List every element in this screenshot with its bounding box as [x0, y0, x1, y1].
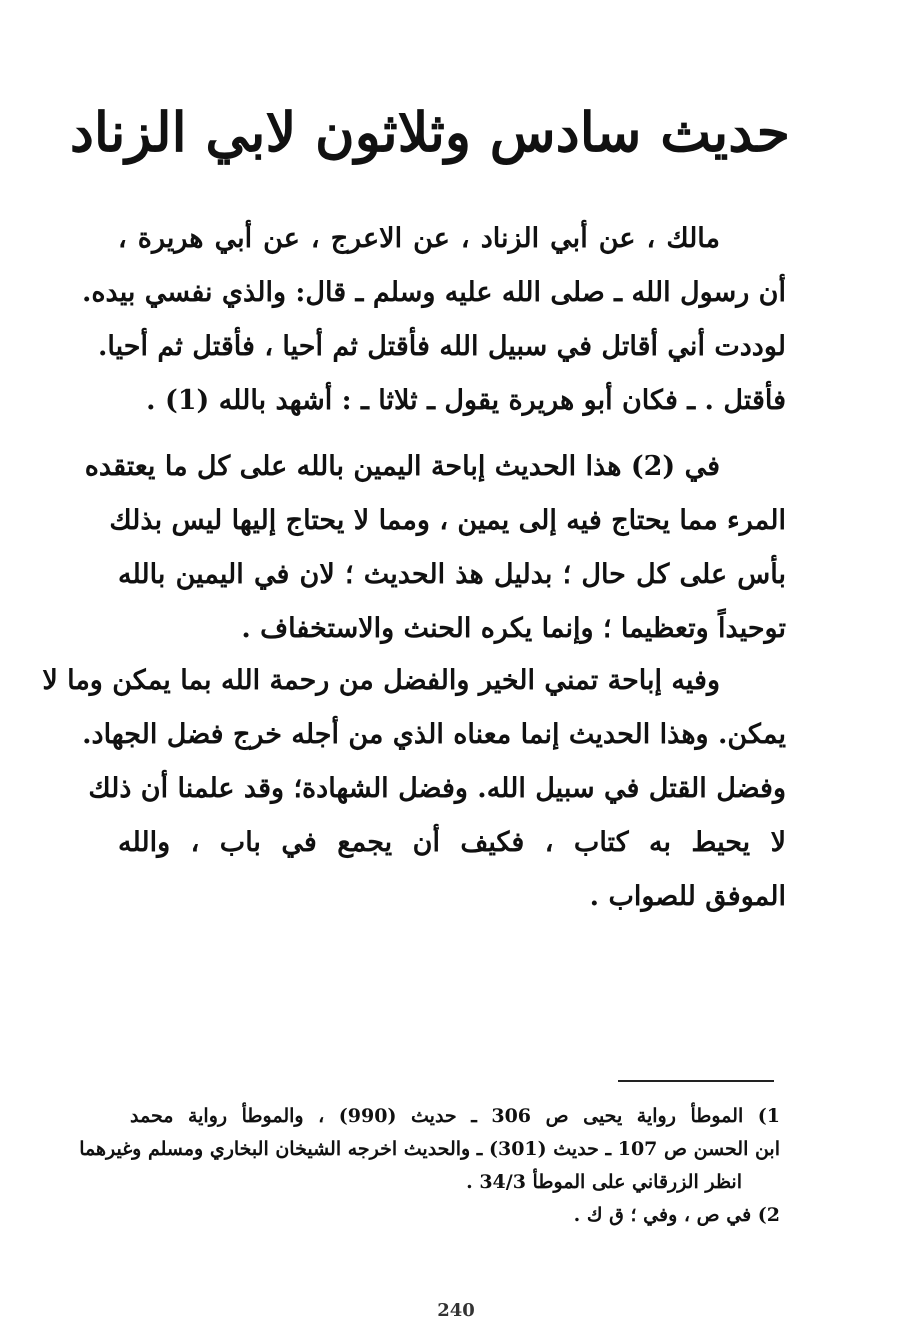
- text-line: لوددت أني أقاتل في سبيل الله فأقتل ثم أحيا ، فأقتل ثم أحيا.: [98, 331, 786, 362]
- paragraph-commentary-wishing: [42, 654, 786, 924]
- text-line: توحيداً وتعظيما ؛ وإنما يكره الحنث والاستخفاف .: [241, 613, 786, 644]
- text-line: فأقتل . ـ فكان أبو هريرة يقول ـ ثلاثا ـ : أشهد بالله (1) .: [146, 385, 786, 416]
- footnote-1-line: 1) الموطأ رواية يحيى ص 306 ـ حديث (990) ، والموطأ رواية محمد: [130, 1105, 780, 1127]
- footnote-1-line: ابن الحسن ص 107 ـ حديث (301) ـ والحديث اخرجه الشيخان البخاري ومسلم وغيرهما: [79, 1138, 780, 1160]
- text-line: لا يحيط به كتاب ، فكيف أن يجمع في باب ، والله: [118, 827, 786, 858]
- paragraph-hadith-text: [81, 212, 786, 428]
- text-line: وفضل القتل في سبيل الله. وفضل الشهادة؛ وقد علمنا أن ذلك: [88, 773, 786, 804]
- text-line: في (2) هذا الحديث إباحة اليمين بالله على كل ما يعتقده: [84, 451, 720, 482]
- footnote-separator: [618, 1080, 774, 1082]
- text-line: أن رسول الله ـ صلى الله عليه وسلم ـ قال: والذي نفسي بيده.: [81, 277, 786, 308]
- text-line: مالك ، عن أبي الزناد ، عن الاعرج ، عن أبي هريرة ،: [118, 223, 720, 254]
- text-line: الموفق للصواب .: [589, 881, 786, 912]
- chapter-title: حديث سادس وثلاثون لابي الزناد: [69, 100, 790, 164]
- footnote-2-line: 2) في ص ، وفي ؛ ق ك .: [573, 1204, 780, 1226]
- page-number: 240: [437, 1300, 475, 1321]
- text-line: وفيه إباحة تمني الخير والفضل من رحمة الله بما يمكن وما لا: [42, 665, 720, 696]
- text-line: المرء مما يحتاج فيه إلى يمين ، ومما لا يحتاج إليها ليس بذلك: [109, 505, 786, 536]
- footnotes: [79, 1100, 780, 1232]
- text-line: يمكن. وهذا الحديث إنما معناه الذي من أجله خرج فضل الجهاد.: [82, 719, 786, 750]
- footnote-1-line: انظر الزرقاني على الموطأ 34/3 .: [466, 1171, 742, 1193]
- text-line: بأس على كل حال ؛ بدليل هذ الحديث ؛ لان في اليمين بالله: [118, 559, 786, 590]
- paragraph-commentary-oath: [84, 440, 786, 656]
